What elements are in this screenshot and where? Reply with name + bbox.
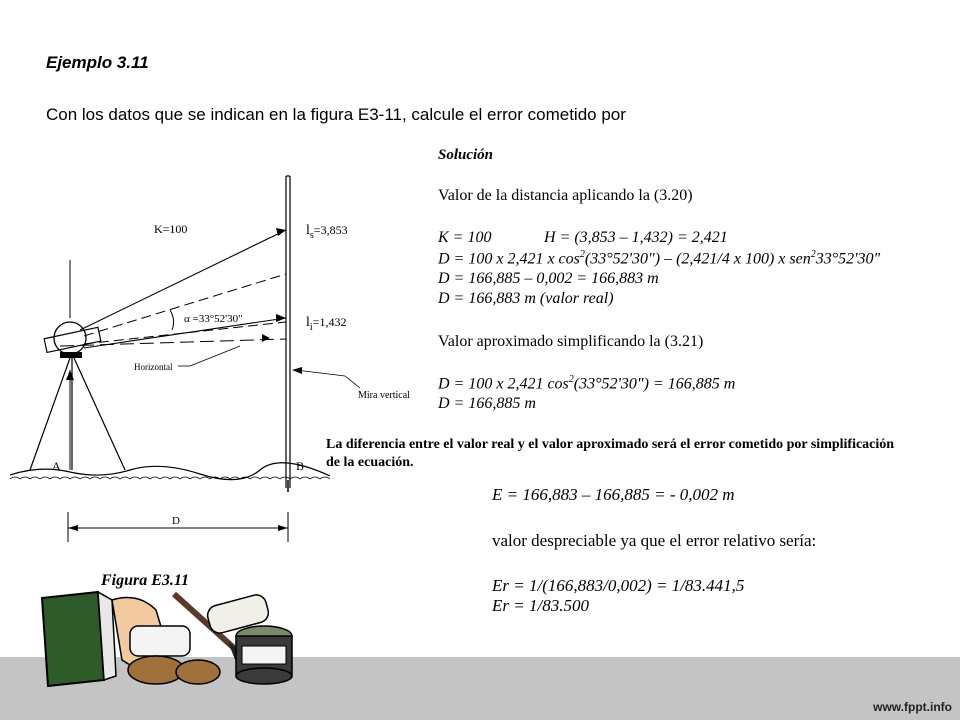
d-line1: D = 100 x 2,421 x $\cos^2(33^\circ 52'30") - (2,421/4$ x 100) x sen$^2$33°52'30" [438,249,881,268]
slide-title: Ejemplo 3.11 [46,53,149,72]
alpha-label: α =33°52'30" [184,313,243,325]
difference-line1: La diferencia entre el valor real y el valor aproximado será el error cometido por simplificación [326,437,895,452]
d-line2: D = 166,885 – 0,002 = 166,883 m [438,270,659,287]
footer-url: www.fppt.info [873,700,952,714]
solution-heading: Solución [438,147,494,163]
d-approx-line: D = 100 x 2,421 $\cos^2(33^\circ 52'30") = 166,885$ m [438,374,736,393]
intro-text: Con los datos que se indican en la figura E3-11, calcule el error cometido por [46,105,626,124]
difference-line2: de la ecuación. [326,455,414,470]
step2-title: Valor aproximado simplificando la (3.21) [438,333,704,350]
h-line: H = (3,853 – 1,432) = 2,421 [544,229,728,246]
error-line: E = 166,883 – 166,885 = - 0,002 m [492,485,735,504]
k-label: K=100 [154,222,188,236]
er-line2: Er = 1/83.500 [492,596,589,615]
d-approx-line2: D = 166,885 m [438,395,536,412]
point-b-label: B [296,459,305,473]
negligible-line: valor despreciable ya que el error relativo sería: [492,531,817,550]
distance-label: D [172,515,180,527]
k-line: K = 100 [438,229,492,246]
mira-vertical-label: Mira vertical [358,390,410,401]
ls-label: $l_s=3,853$ [306,223,348,241]
horizontal-label: Horizontal [134,362,173,372]
surveyor-clipart-image [38,590,298,690]
step1-title: Valor de la distancia aplicando la (3.20) [438,187,693,204]
point-a-label: A [52,459,61,473]
figure-caption: Figura E3.11 [101,572,190,589]
d-line3: D = 166,883 m (valor real) [438,290,614,307]
li-label: $l_i=1,432$ [306,315,347,333]
er-line1: Er = 1/(166,883/0,002) = 1/83.441,5 [492,576,745,595]
